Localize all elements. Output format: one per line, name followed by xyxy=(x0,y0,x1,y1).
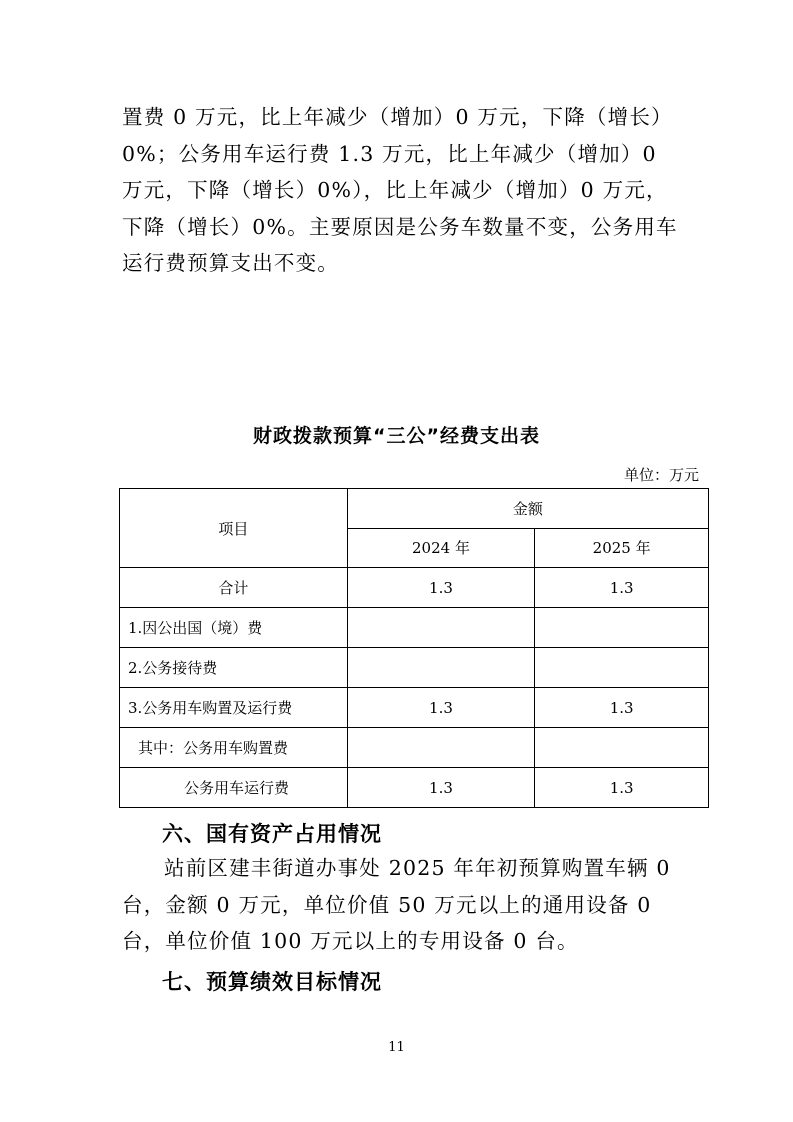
row-value-2024: 1.3 xyxy=(347,688,535,728)
table-row xyxy=(120,688,709,728)
header-item: 项目 xyxy=(120,489,348,568)
table-row xyxy=(120,768,709,808)
row-value-2025: 1.3 xyxy=(535,688,709,728)
row-value-2024 xyxy=(347,728,535,768)
budget-table xyxy=(119,488,709,808)
header-year-2025: 2025 年 xyxy=(535,528,709,568)
row-value-2024: 1.3 xyxy=(347,768,535,808)
page-number: 11 xyxy=(388,1040,405,1055)
row-label: 3.公务用车购置及运行费 xyxy=(120,688,348,728)
section-heading-6: 六、国有资产占用情况 xyxy=(162,822,382,846)
row-value-2025: 1.3 xyxy=(535,768,709,808)
row-value-2025 xyxy=(535,608,709,648)
table-title: 财政拨款预算“三公”经费支出表 xyxy=(253,425,540,447)
row-value-2024 xyxy=(347,608,535,648)
header-amount: 金额 xyxy=(347,489,708,529)
row-value-2024: 1.3 xyxy=(347,568,535,608)
table-row xyxy=(120,568,709,608)
row-label: 合计 xyxy=(120,568,348,608)
row-label: 其中：公务用车购置费 xyxy=(120,728,348,768)
row-value-2025 xyxy=(535,728,709,768)
row-label: 公务用车运行费 xyxy=(120,768,348,808)
table-row xyxy=(120,728,709,768)
row-label: 2.公务接待费 xyxy=(120,648,348,688)
table-row xyxy=(120,608,709,648)
row-value-2025: 1.3 xyxy=(535,568,709,608)
body-paragraph-assets: 站前区建丰街道办事处 2025 年年初预算购置车辆 0 台，金额 0 万元，单位价值 50 万元以上的通用设备 0 台，单位价值 100 万元以上的专用设备 0 台。 xyxy=(122,856,671,953)
table-unit: 单位：万元 xyxy=(623,466,699,484)
table-row xyxy=(120,648,709,688)
row-value-2024 xyxy=(347,648,535,688)
row-value-2025 xyxy=(535,648,709,688)
header-year-2024: 2024 年 xyxy=(347,528,535,568)
row-label: 1.因公出国（境）费 xyxy=(120,608,348,648)
body-paragraph: 置费 0 万元，比上年减少（增加）0 万元，下降（增长）0%；公务用车运行费 1.3 万元，比上年减少（增加）0 万元，下降（增长）0%），比上年减少（增加）0 万元，下降（增长）0%。主要原因是公务车数量不变，公务用车运行费预算支出不变。 xyxy=(122,105,678,275)
section-heading-7: 七、预算绩效目标情况 xyxy=(162,970,382,994)
